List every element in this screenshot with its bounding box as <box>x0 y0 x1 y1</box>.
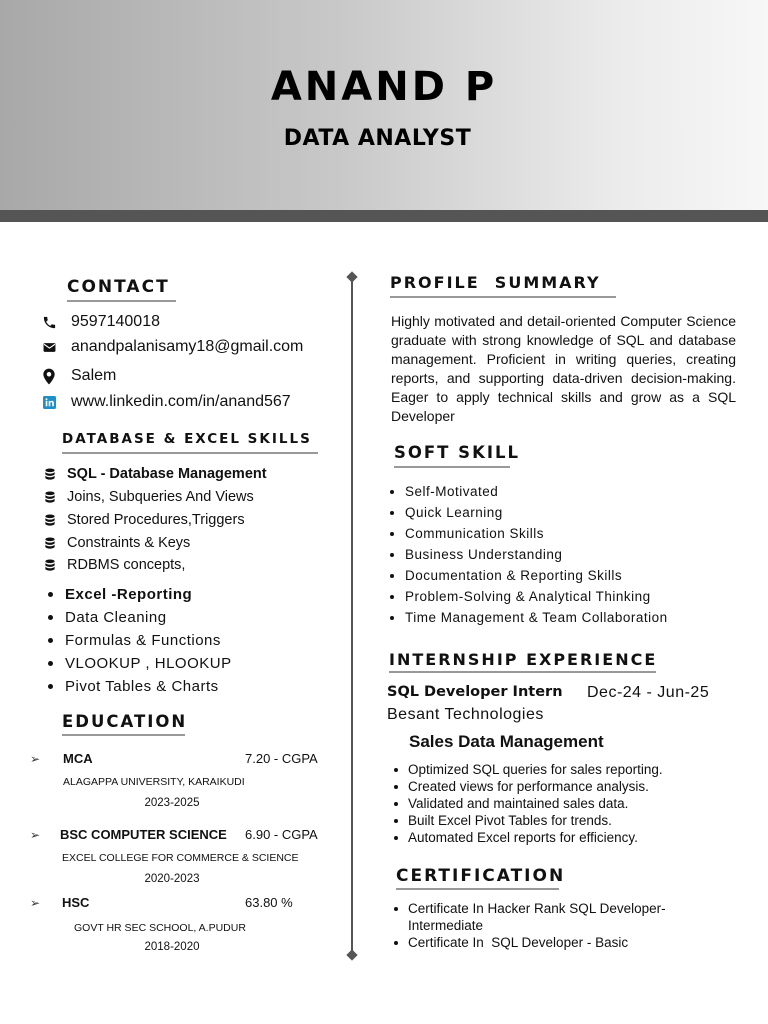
db-skill-item <box>44 557 185 573</box>
divider-bottom-dot <box>346 949 357 960</box>
internship-company: Besant Technologies <box>387 706 544 723</box>
arrow-icon: ➢ <box>30 828 41 842</box>
excel-skill-label: Formulas & Functions <box>65 632 221 649</box>
excel-skill-item <box>48 678 219 695</box>
db-skill-label: SQL - Database Management <box>67 466 267 482</box>
db-skill-item <box>44 535 190 551</box>
contact-title: CONTACT <box>67 277 170 297</box>
soft-skill-item <box>390 568 622 583</box>
soft-skill-item <box>390 505 503 520</box>
edu-degree: MCA <box>63 751 93 766</box>
linkedin-url: www.linkedin.com/in/anand567 <box>71 393 291 410</box>
profile-summary-text: Highly motivated and detail-oriented Computer Science graduate with strong knowledge of SQL and database management. Proficient in writing queries, creating reports, and supporting data-driven decision-making. Eager to apply technical skills and grow as a SQL Developer <box>391 313 736 424</box>
edu-school: EXCEL COLLEGE FOR COMMERCE & SCIENCE <box>62 852 299 864</box>
certification-text: Certificate In Hacker Rank SQL Developer-Intermediate <box>408 901 666 933</box>
soft-skill-label: Time Management & Team Collaboration <box>405 610 668 625</box>
email-address: anandpalanisamy18@gmail.com <box>71 338 304 355</box>
project-point-text: Optimized SQL queries for sales reporting. <box>408 762 663 777</box>
phone-icon <box>40 313 58 331</box>
header-underline-bar <box>0 210 768 222</box>
project-point <box>394 796 628 811</box>
education-title: EDUCATION <box>62 712 188 731</box>
excel-skill-item <box>48 586 192 603</box>
location-pin-icon <box>40 367 58 385</box>
edu-score: 7.20 - CGPA <box>245 751 318 766</box>
column-divider <box>351 277 353 954</box>
excel-skill-item <box>48 609 167 626</box>
phone-number: 9597140018 <box>71 313 160 330</box>
soft-skill-item <box>390 526 544 541</box>
soft-skill-label: Problem-Solving & Analytical Thinking <box>405 589 651 604</box>
db-skill-label: Joins, Subqueries And Views <box>67 489 254 505</box>
internship-title: INTERNSHIP EXPERIENCE <box>389 650 658 669</box>
project-point <box>394 779 649 794</box>
candidate-role: DATA ANALYST <box>283 126 472 151</box>
soft-skill-label: Communication Skills <box>405 526 545 541</box>
contact-title-underline <box>67 300 176 302</box>
internship-dates: Dec-24 - Jun-25 <box>587 684 710 701</box>
db-skills-title-underline <box>62 452 318 454</box>
mail-icon <box>40 338 58 356</box>
project-point <box>394 830 638 845</box>
project-point-text: Created views for performance analysis. <box>408 779 649 794</box>
excel-skill-item <box>48 632 221 649</box>
certification-item <box>394 934 724 951</box>
arrow-icon: ➢ <box>30 752 41 766</box>
edu-school: ALAGAPPA UNIVERSITY, KARAIKUDI <box>63 776 245 788</box>
excel-skill-label: Excel -Reporting <box>65 586 193 603</box>
project-point-text: Automated Excel reports for efficiency. <box>408 830 638 845</box>
database-icon <box>44 559 56 572</box>
db-skill-label: RDBMS concepts, <box>67 557 186 573</box>
education-title-underline <box>62 734 185 736</box>
arrow-icon: ➢ <box>30 896 41 910</box>
certification-title-underline <box>396 888 559 890</box>
excel-skill-label: Pivot Tables & Charts <box>65 678 219 695</box>
certification-text: Certificate In SQL Developer - Basic <box>408 935 629 950</box>
certification-item <box>394 900 724 934</box>
excel-skill-label: Data Cleaning <box>65 609 167 626</box>
profile-title: PROFILE SUMMARY <box>390 273 601 292</box>
db-skill-label: Constraints & Keys <box>67 535 191 551</box>
edu-years: 2023-2025 <box>144 797 200 809</box>
soft-skill-title-underline <box>394 466 510 468</box>
profile-title-underline <box>390 296 616 298</box>
contact-phone <box>40 311 160 333</box>
project-point-text: Validated and maintained sales data. <box>408 796 629 811</box>
db-skill-label: Stored Procedures,Triggers <box>67 512 245 528</box>
db-skills-title: DATABASE & EXCEL SKILLS <box>62 431 312 447</box>
edu-years: 2020-2023 <box>144 873 200 885</box>
divider-top-dot <box>346 271 357 282</box>
certification-title: CERTIFICATION <box>396 866 566 886</box>
edu-score: 6.90 - CGPA <box>245 827 318 842</box>
database-icon <box>44 514 56 527</box>
internship-role: SQL Developer Intern <box>387 684 563 700</box>
database-icon <box>44 468 56 481</box>
project-point-text: Built Excel Pivot Tables for trends. <box>408 813 612 828</box>
linkedin-icon <box>40 393 58 411</box>
soft-skill-item <box>390 589 651 604</box>
edu-years: 2018-2020 <box>144 941 200 953</box>
db-skill-item <box>44 512 245 528</box>
database-icon <box>44 491 56 504</box>
internship-title-underline <box>389 671 656 673</box>
edu-score: 63.80 % <box>245 895 293 910</box>
edu-school: GOVT HR SEC SCHOOL, A.PUDUR <box>74 922 246 934</box>
soft-skill-item <box>390 610 668 625</box>
soft-skill-title: SOFT SKILL <box>394 443 521 462</box>
soft-skill-item <box>390 484 498 499</box>
soft-skill-label: Business Understanding <box>405 547 563 562</box>
db-skill-item <box>44 466 267 482</box>
project-point <box>394 762 663 777</box>
excel-skill-item <box>48 655 232 672</box>
contact-email <box>40 336 303 358</box>
soft-skill-label: Documentation & Reporting Skills <box>405 568 623 583</box>
soft-skill-label: Self-Motivated <box>405 484 499 499</box>
edu-degree: BSC COMPUTER SCIENCE <box>60 827 227 842</box>
edu-degree: HSC <box>62 895 90 910</box>
contact-linkedin <box>40 391 291 413</box>
candidate-name: ANAND P <box>270 64 498 110</box>
database-icon <box>44 537 56 550</box>
location-text: Salem <box>71 367 117 384</box>
db-skill-item <box>44 489 254 505</box>
soft-skill-item <box>390 547 562 562</box>
contact-location <box>40 365 116 387</box>
soft-skill-label: Quick Learning <box>405 505 503 520</box>
excel-skill-label: VLOOKUP , HLOOKUP <box>65 655 232 672</box>
project-title: Sales Data Management <box>409 732 604 751</box>
project-point <box>394 813 612 828</box>
